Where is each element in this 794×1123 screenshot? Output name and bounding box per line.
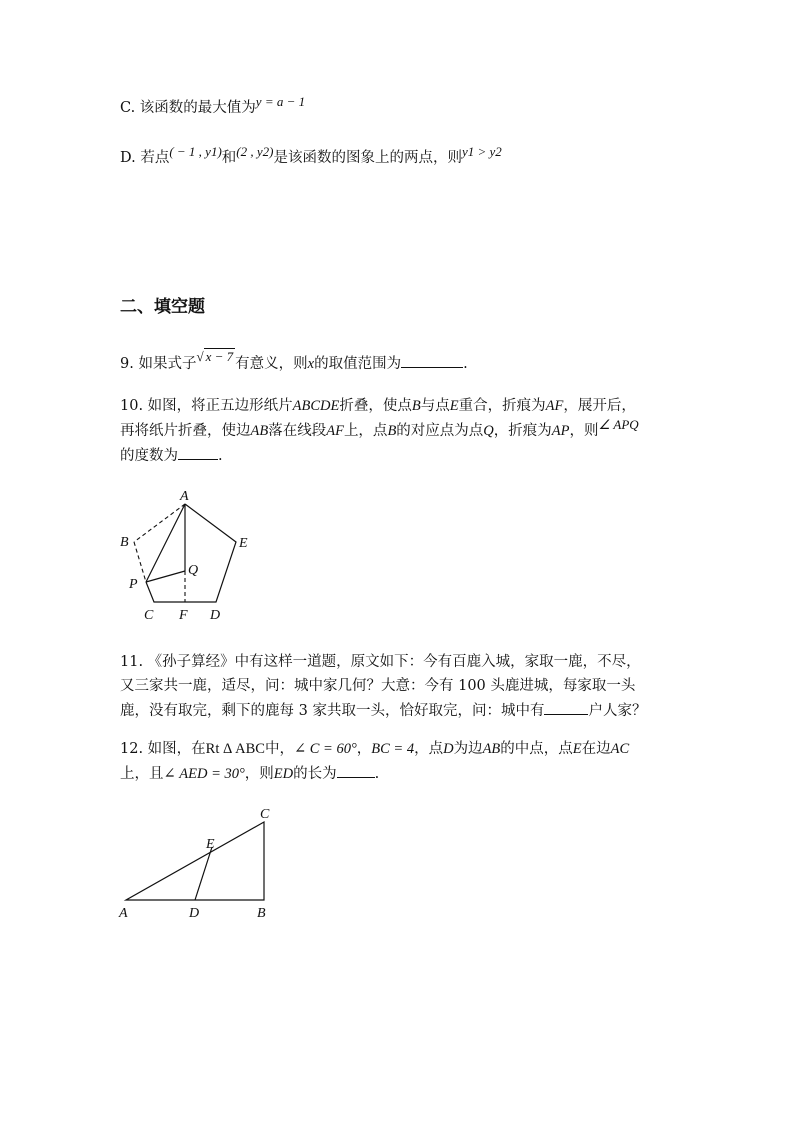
- label-a: A: [180, 489, 189, 504]
- label-a: A: [119, 906, 128, 921]
- answer-blank-11[interactable]: [544, 700, 588, 715]
- condition: y1 > y2: [461, 144, 502, 159]
- answer-blank-10[interactable]: [178, 445, 218, 460]
- option-c-math: y = a − 1: [255, 94, 306, 109]
- dashed-edge-bp: [134, 542, 146, 582]
- question-12-line-1: 12. 如图，在Rt Δ ABC中，∠ C = 60°，BC = 4，点D为边AB的中点，点E在边AC: [120, 741, 630, 757]
- question-10-line-1: 10. 如图，将正五边形纸片ABCDE折叠，使点B与点E重合，折痕为AF，展开后，: [120, 398, 636, 414]
- question-12-line-2: 上，且∠ AED = 30°，则ED的长为 .: [120, 762, 379, 786]
- answer-blank-9[interactable]: [401, 353, 463, 368]
- triangle-abc: [126, 822, 264, 900]
- fold-line-ap: [146, 504, 185, 582]
- option-c: C. 该函数的最大值为y = a − 1: [120, 94, 306, 116]
- label-f: F: [179, 608, 188, 623]
- question-9: 9. 如果式子√ x − 7 有意义，则x的取值范围为 .: [120, 352, 468, 376]
- segment-de: [195, 847, 212, 900]
- label-e: E: [239, 536, 248, 551]
- label-c: C: [260, 807, 270, 822]
- label-q: Q: [188, 563, 199, 578]
- segment-pq: [146, 571, 185, 582]
- question-11-line-2: 又三家共一鹿，适尽，问：城中家几何？大意：今有 100 头鹿进城，每家取一头: [120, 678, 636, 694]
- section-title: 二、填空题: [120, 297, 205, 317]
- label-b: B: [120, 535, 129, 550]
- answer-blank-12[interactable]: [337, 763, 375, 778]
- label-d: D: [189, 906, 200, 921]
- dashed-edge-ab: [134, 504, 185, 542]
- point-1: ( − 1 , y1): [169, 144, 222, 159]
- angle-apq: ∠ APQ: [598, 417, 639, 432]
- label-e: E: [206, 837, 215, 852]
- question-10-line-2: 再将纸片折叠，使边AB落在线段AF上，点B的对应点为点Q，折痕为AP，则∠ APQ: [120, 417, 639, 439]
- question-11-line-3: 鹿，没有取完，剩下的鹿每 3 家共取一头，恰好取完，问：城中有 户人家？: [120, 699, 646, 723]
- question-11-line-1: 11. 《孙子算经》中有这样一道题，原文如下：今有百鹿入城，家取一鹿，不尽，: [120, 654, 641, 670]
- label-c: C: [144, 608, 154, 623]
- option-d: D. 若点( − 1 , y1)和(2 , y2)是该函数的图象上的两点，则y1 > y2: [120, 144, 502, 166]
- label-b: B: [257, 906, 266, 921]
- pentagon-solid-edges: [146, 504, 236, 602]
- label-p: P: [129, 577, 138, 592]
- point-2: (2 , y2): [236, 144, 274, 159]
- question-10-line-3: 的度数为 .: [120, 444, 223, 468]
- pentagon-figure: [110, 484, 270, 624]
- triangle-figure: [110, 800, 290, 925]
- label-d: D: [210, 608, 221, 623]
- sqrt-expression: √ x − 7: [196, 349, 234, 364]
